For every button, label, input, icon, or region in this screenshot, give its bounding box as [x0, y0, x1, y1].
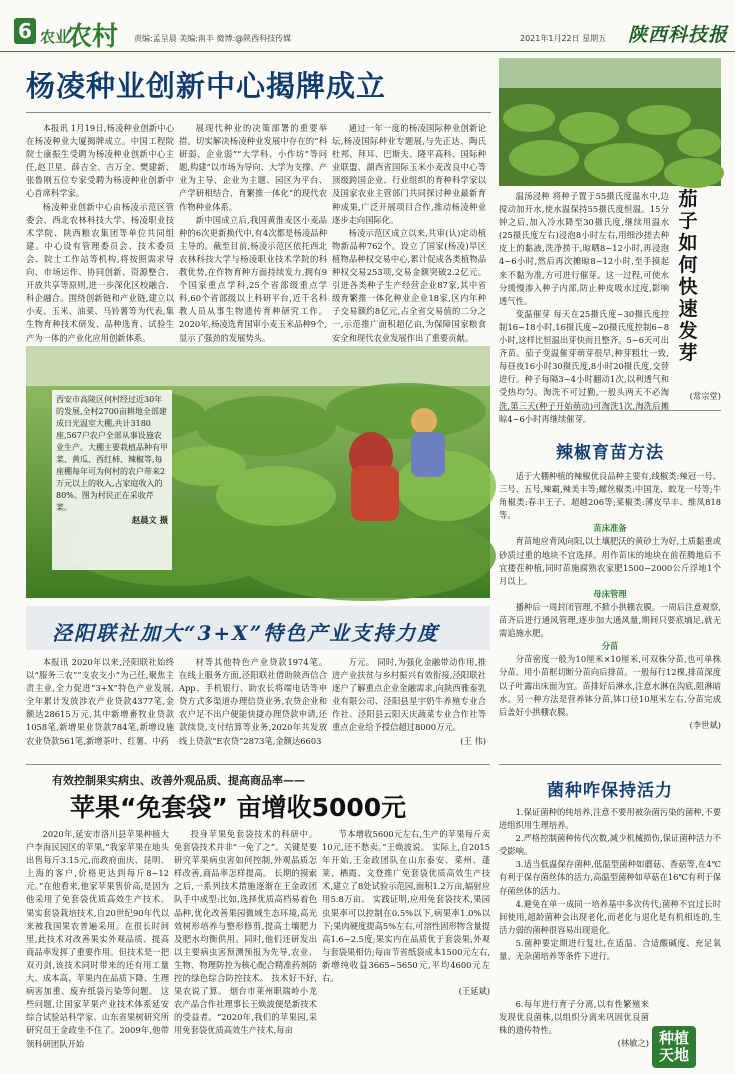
- section-tag: 种植天地: [652, 1026, 696, 1068]
- byline: (李世斌): [689, 719, 721, 730]
- paragraph: 本报讯 2020年以来,泾阳联社始终以“服务三农”“支农支小”为己任,聚焦主责主业,全力促进“3+X”特色产业发展,全年累计发放涉农产业贷款4377笔,金额达28615万元,其中新增畜牧业贷款1058笔,新增果业贷款784笔,新增设施农业贷款561笔,新增茶叶、红薯、中药: [26, 657, 174, 746]
- story2-headline: 泾阳联社加大“3+X”特色产业支持力度: [52, 621, 440, 645]
- issue-date: 2021年1月22日 星期五: [520, 34, 607, 43]
- list-item: 1.保证菌种的纯培养,注意不要用被杂菌污染的菌种,不要进组织用生理培养。: [499, 807, 721, 831]
- editors-line: 责编:孟呈晨 美编:南丰 微博:@陕西科技传媒: [134, 34, 292, 43]
- subheading: 分苗: [601, 641, 619, 652]
- story3-kicker: 有效控制果实病虫、改善外观品质、提高商品率——: [52, 774, 305, 787]
- subheading: 苗床准备: [593, 523, 627, 534]
- story2-column-1: [26, 656, 174, 756]
- story3-column-2: [174, 828, 317, 1068]
- divider: [26, 112, 491, 113]
- paragraph: 本报讯 1月19日,杨凌种业创新中心在杨凌种业大厦揭牌成立。中国工程院院士康振生受聘为杨凌种业创新中心主任,赵卫星、薛吉全、吉万全、樊建新、张鲁刚五位专家受聘为杨凌种业创新中心首席科学家。: [26, 123, 174, 199]
- paragraph: 新中国成立后,我国黄淮麦区小麦品种的6次更新换代中,有4次都是杨凌品种主导的。截至目前,杨凌示范区依托西北农林科技大学与杨凌职业技术学院的科教优势,在作物育种方面持续发力,拥有9个国家重点学科,25个省部级重点学科,60个省部级以上科研平台,近千名科教人员从事生物遗传育种研究工作。2020年,杨凌选育国审小麦玉米品种9个,显示了强劲的发展势头。: [179, 214, 327, 343]
- eggplant-title: 茄子如何快速发芽: [678, 188, 698, 364]
- list-item: 5.菌种要定期进行复壮,在适温、合适酸碱度、充足氧量、无杂菌培养等条件下进行。: [499, 937, 721, 962]
- pepper-article: [499, 470, 721, 755]
- story2-column-2: [179, 656, 327, 756]
- subheading: 母床管理: [593, 588, 627, 599]
- fungus-title: 菌种咋保持活力: [547, 781, 673, 801]
- paragraph: 分苗密度一般为10厘米×10厘米,可双株分苗,也可单株分苗。用小苗框切断分苗向后排苗。一般每行12棵,排苗深度以子叶露出床面为宜。苗排好后淋水,注意水淋在沟底,阻淋暗水。另一种方法是营养钵分苗,钵口径10厘米左右,分苗完成后盖好小拱棚农膜。: [499, 654, 721, 717]
- paragraph: 杨凌示范区成立以来,共审(认)定动植物新品种762个。设立了国家(杨凌)旱区植物品种权交易中心,累计促成各类植物品种权交易253项,交易金额突破2.2亿元。引进各类种子生产经营企业87家,其中省级育繁推一体化种业企业18家,区内年种子交易额约8亿元,占全省交易值的二分之一,示范推广面积超亿亩,为保障国家粮食安全和现代农业发展作出了重要贡献。: [332, 227, 486, 343]
- paragraph: 温汤浸种 将种子置于55摄氏度温水中,边搅动加开水,使水温保持55摄氏度恒温。15分钟之后,加入冷水降至30摄氏度,继续用温水(25摄氏度左右)浸泡8小时左右,用细沙搓去种皮上的黏液,洗净捞干,晾晒8~12小时,再浸泡4~6小时,然后再次摊晾8~12小时,至手摸起来不黏为准,方可进行催芽。这一过程,可使水分缓慢渗入种子内部,防止种皮吸水过度,影响透气性。: [499, 191, 669, 306]
- list-item: 2.严格控制菌种传代次数,减少机械损伤,保证菌种活力不受影响。: [499, 833, 721, 857]
- paragraph: 适于大棚种植的辣椒优良品种主要有,线椒类:辣冠一号、三号、五号,辣霸,辣美丰等;螺丝椒类:中国龙、蛟龙一号等;牛角椒类:春丰王子、超越206等;菜椒类:薄皮早丰、维凤818等。: [499, 471, 721, 521]
- paragraph: 材等其他特色产业贷款1974笔。 在线上服务方面,泾阳联社借助陕西信合App、手机银行、助农长将端电话等申贷方式多渠道办理信贷业务,农贷企业和农户足不出户便能快捷办理贷款申请,还款续贷,支付结算等业务,2020年共发放线上贷款“E农贷”2873笔,金额达6603: [179, 657, 327, 746]
- photo-caption: 西安市高陵区何村经过近30年的发展,全村2700亩耕地全部建成日光温室大棚,共计3180座,567户农户全部从事设施农业生产。大棚主要栽植品种有甲菜、黄瓜、西红柿、辣椒等,每座棚每年可为何村的农户带来2万元以上的收入,占家庭收入的80%。图为村民正在采收芹菜。: [56, 395, 168, 512]
- story3-column-3: [322, 828, 490, 1068]
- story3-headline: 苹果“免套袋” 亩增收5000元: [70, 793, 407, 822]
- eggplant-byline-row: [499, 390, 721, 403]
- lead-column-3: [332, 122, 486, 342]
- byline: (王延斌): [458, 986, 490, 997]
- paragraph: 展现代种业的决策部署的重要举措。切实解决杨凌种业发展中存在的“科研弱、企业弱”“大学科、小作坊”等问题,构建“以市场为导向、大学为支撑、产业为主导、企业为主题、园区为平台、产学研相结合、育繁推一体化”的现代农作物种业体系。: [179, 123, 327, 212]
- fungus-list: [499, 806, 721, 998]
- story2-column-3: [332, 656, 486, 756]
- byline: (王 伟): [460, 735, 486, 746]
- fungus-list-end: [499, 998, 649, 1070]
- eggplant-seedling-photo: [499, 58, 721, 186]
- paragraph: 通过一年一度的杨凌国际种业创新论坛,杨凌国际种业专题展,与先正达、陶氏杜邦、拜耳、巴斯夫、隆平高科、国际种业联盟、湖西省国际玉米小麦改良中心等顶级跨国企业、行业组织的育种科学家以及国家农业主管部门共同探讨种业最新育种成果,广泛开展项目合作,推动杨凌种业逐步走向国际化。: [332, 123, 486, 225]
- lead-column-2: [179, 122, 327, 343]
- paragraph: 育苗地应背风向阳,以土壤肥沃的黄砂土为好,土质黏重或砂质过重的地块不宜选择。用作苗床的地块在前茬腾地后不宜搂茬种植,同时苗施腐熟农家肥1500~2000公斤浮地1个月以上。: [499, 536, 721, 586]
- divider: [26, 764, 490, 765]
- eggplant-article: [499, 190, 669, 424]
- byline: (常宗堂): [689, 391, 721, 401]
- newspaper-masthead: 陕西科技报: [628, 24, 729, 46]
- list-item: 6.每年进行育子分离,以有性繁殖来发现优良菌株,以组织分离来巩固优良菌株的遗传特性。: [499, 999, 649, 1036]
- section-label-small: 农业: [40, 28, 71, 46]
- list-item: 3.适当低温保存菌种,低温型菌种如蘑菇、香菇等,在4℃有利于保存菌丝体的活力,高温型菌种如草菇在16℃有利于保存菌丝体的活力。: [499, 859, 721, 896]
- lead-headline: 杨凌种业创新中心揭牌成立: [26, 69, 387, 103]
- divider: [499, 410, 721, 411]
- paragraph: 播种后一周封闭管理,不掀小拱棚农膜。一周后注意观察,苗齐后进行通风管理,逐步加大通风量,期间只要底墒足,就无需追施水肥。: [499, 601, 721, 639]
- byline: (林敏之): [617, 1038, 649, 1049]
- page-number: 6: [14, 18, 36, 44]
- pepper-title: 辣椒育苗方法: [556, 443, 664, 463]
- paragraph: 杨凌种业创新中心由杨凌示范区管委会、西北农林科技大学、杨凌职业技术学院、陕西粮农集团等单位共同组建。中心设有管理委员会、技术委员会、院士工作站等机构,将按照需求导向、市场运作、协同创新、资源整合、开放共享等原则,进一步深化区校融合、科企融合。围绕创新链和产业链,建立以小麦、玉米、油菜、马铃薯等为代表,集生物育种技术研发、品种选育、试验生产为一体的产业化应用创新体系。: [26, 201, 174, 343]
- paragraph: 节本增收5600元左右,生产的苹果每斤卖10元,还不愁卖。”王焕波说。 实际上,自2015年开始,王金政团队在山东泰安、菜州、蓬莱、栖霞、文登推广免套袋优质高效生产技术,建立了8处试验示范园,面积1.2万亩,辐射应用5.8万亩。 实践证明,应用免套袋技术,果园虫果率可以控制在0.5%以下,病果率1.0%以下;果肉硬度提高5%左右,可溶性固形物含量提高1.6~2.5度;果实内在品质优于套袋果,外观与套袋果相仿;每亩节省纸袋成本1500元左右,新增纯收益3665~5650元,平均4600元左右。: [322, 829, 490, 984]
- photo-caption-box: [52, 390, 172, 570]
- paragraph: 投身苹果免套袋技术的科研中。 免套袋技术并非“一免了之”。关键是要研究苹果病虫害如何控制,外观品质怎样改善,商品率怎样提高。 长期的摸索之后,一系列技术措施逐渐在王金政团队手中成型:比如,选择优质高档易着色品种,优化改善果园微域生态环境,高光效树形培养与整形修剪,提高土壤肥力及肥水均衡供用。同时,他们还研发出以主要病虫害预测预报为先导,农业、生物、物理防控为核心配合精准药剂防控的绿色综合防控技术。 技术好不好,果农说了算。 烟台市莱州职瑞岭小龙农产品合作社理事长王焕波便是新技术的受益者。“2020年,我们的苹果园,采用免套袋优质高效生产技术,每亩: [174, 829, 317, 1036]
- story3-column-1: [26, 828, 169, 1068]
- divider: [499, 764, 721, 765]
- paragraph: 2020年,延安市洛川县苹果种植大户李海民园区的苹果,“我家苹果在地头出售每斤3.15元,而政府面庆、昆明、上海的客户,价格更达到每斤8~12元。”在他看来,他家苹果售价高,是因为他采用了免套袋优质高效生产技术。 果实套袋栽培技术,自20世纪90年代以来被我国果农普遍采用。在很长时间里,此技术对改善果实外观品质、提高商品率发挥了重要作用。但技术是一把双刃剑,该技术同时带来的还有用工量大、成本高、苹果内在品质下降、生理病害加重、废弃纸袋污染等问题。 这些问题,让国家苹果产业技术体系延安综合试验站科学家、山东省果树研究所研究员王金政坐不住了。2009年,他带领科研团队开始: [26, 829, 169, 1049]
- photo-credit: 赵晨文 摄: [131, 515, 168, 525]
- paragraph: 万元。 同时,为强化金融带动作用,推进产业扶贫与乡村振兴有效衔接,泾阳联社逐户了解重点企业金融需求,向陕西雅泰乳业有限公司、泾阳县星宇奶牛养殖专业合作社、泾阳县云阳天庆蔬菜专业合作社等重点企业给予授信超过8000万元。: [332, 657, 486, 733]
- lead-column-1: [26, 122, 174, 343]
- paragraph: 变温催芽 每天在25摄氏度~30摄氏度控制16~18小时,16摄氏度~20摄氏度控制6~8小时,这样比恒温出芽快而且整齐。5~6天可出齐苗。茄子变温催芽萌芽很早,种芽粗壮一致,每昼夜16小时30摄氏度,8小时20摄氏度,交替进行。种子每隔3~4小时翻动1次,以利透气和受热均匀。淘洗不可过勤,一般头两天不必淘洗,第三天(种子开始萌动)可淘洗1次,淘洗后摊晾4~6小时再继续催芽。: [499, 308, 669, 424]
- list-item: 4.避免在单一成同一培养基中多次传代;菌种不宜过长时间使用,超龄菌种会出现老化,而老化与退化是有机相连的,生活力弱的菌种很容易出现退化。: [499, 898, 721, 935]
- section-label-big: 农村: [66, 22, 119, 52]
